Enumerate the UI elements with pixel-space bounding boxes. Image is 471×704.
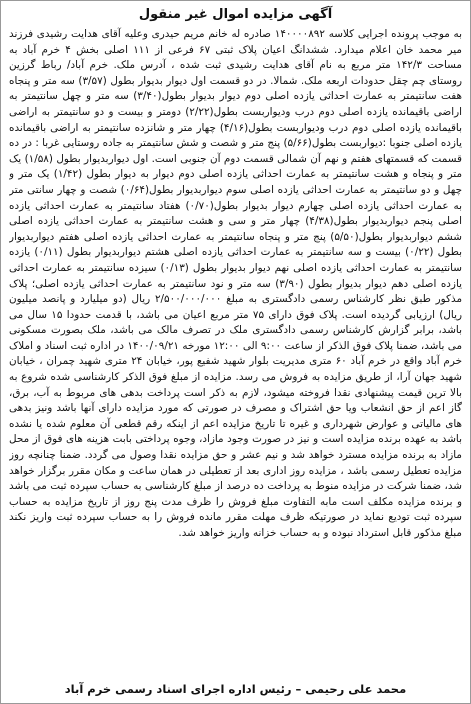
- notice-signature: محمد علی رحیمی – رئیس اداره اجرای اسناد رسمی خرم آباد: [64, 682, 407, 696]
- notice-body: به موجب پرونده اجرایی کلاسه ۱۴۰۰۰۰۸۹۲ صادره له خانم مریم حیدری وعلیه آقای هدایت رشیدی فرزند میر محمد خان اعلام میدارد. ششدانگ اعیان پلاک ثبتی ۶۷ فرعی از ۱۱۱ اصلی بخش ۴ خرم آباد به مساحت ۱۴۲/۳ متر مربع به نام آقای هدایت رشیدی ثبت شده ، آدرس ملک. خرم آباد/ رباط گرزین روستای چم چقل حدودات اربعه ملک. شمالا. در دو قسمت اول دیوار بدیوار بطول (۳/۵۷) سه متر و پنجاه هفت سانتیمتر به عمارت احداثی یازده اصلی دوم دیوار بدیوار بطول(۳/۴۰) سه متر و چهل سانتیمتر به اراضی باقیمانده یازده اصلی دوم درب ودیواربست بطول(۲/۲۲) دومتر و بیست و دو سانتیمتر به اراضی باقیمانده یازده اصلی دوم درب ودیواربست بطول(۴/۱۶) چهار متر و شانزده سانتیمتر به اراضی باقیمانده یازده اصلی جنوبا :دیواربست بطول(۵/۶۶) پنج متر و شصت و شش سانتیمتر به جاده روستایی غربا : در ده قسمت که قسمتهای هفتم و نهم آن شمالی قسمت دوم آن جنوبی است. اول دیواربدیوار بطول (۱/۵۸) یک متر و پنجاه و هشت سانتیمتر به عمارت احداثی یازده اصلی دوم دیوار به دیوار بطول (۱/۴۲) یک متر و چهل و دو سانتیمتر به عمارت احداثی یازده اصلی سوم دیواربدیوار بطول(۰/۶۴) شصت و چهار سانتی متر به عمارت احداثی یازده اصلی چهارم دیوار بدیوار بطول(۰/۷۰) هفتاد سانتیمتر به عمارت احداثی یازده اصلی پنجم دیواربدیوار بطول(۴/۳۸) چهار متر و سی و هشت سانتیمتر به عمارت احداثی یازده اصلی ششم دیواربدیوار بطول(۵/۵۰) پنج متر و پنجاه سانتیمتر به عمارت احداثی یازده اصلی هفتم دیواربدیوار بطول (۰/۲۲) بیست و سه سانتیمتر به عمارت احداثی یازده اصلی هشتم دیواربدیوار بطول (۰/۱۱) یازده سانتیمتر به عمارت احداثی یازده اصلی نهم دیوار بدیوار بطول (۰/۱۳) سیزده سانتیمتر به عمارت احداثی یازده اصلی دهم دیوار بدیوار بطول (۳/۹۰) سه متر و نود سانتیمتر به عمارت احداثی یازده اصلی؛ پلاک مذکور طبق نظر کارشناس رسمی دادگستری به مبلغ ۲/۵۰۰/۰۰۰/۰۰۰ ریال (دو میلیارد و پانصد میلیون ریال) ارزیابی گردیده است. پلاک فوق دارای ۷۵ متر مربع اعیان می باشد، با قدمت حدودا ۱۵ سال می باشد، برابر گزارش کارشناس رسمی دادگستری ملک در تصرف مالک می باشد، ملک بصورت مسکونی می باشد، ضمنا پلاک فوق الذکر از ساعت ۹:۰۰ الی ۱۲:۰۰ مورخه ۱۴۰۰/۰۹/۲۱ در اداره ثبت اسناد و املاک خرم آباد واقع در خرم آباد ۶۰ متری مدیریت بلوار شهید شفیع پور، خیابان ۲۴ متری شهید چمران ، خیابان شهید جهان آرا، از طریق مزایده به فروش می رسد. مزایده از مبلغ فوق الذکر کارشناسی شده شروع به بالا ترین قیمت پیشنهادی نقدا فروخته میشود، لازم به ذکر است پرداخت بدهی های مربوط به آب، برق، گاز اعم از حق انشعاب ویا حق اشتراک و مصرف در صورتی که مورد مزایده دارای آنها باشد ونیز بدهی های مالیاتی و عوارض شهرداری و غیره تا تاریخ مزایده اعم از اینکه رقم قطعی آن معلوم شده یا نشده باشد به عهده برنده مزایده است و نیز در صورت وجود مازاد، وجوه پرداختی بابت هزینه های فوق از محل مازاد به برنده مزایده مسترد خواهد شد و نیم عشر و حق مزایده نقدا وصول می گردد. ضمنا چنانچه روز مزایده تعطیل رسمی باشد ، مزایده روز اداری بعد از تعطیلی در همان ساعت و مکان مقرر برگزار خواهد شد، ضمنا شرکت در مزایده منوط به پرداخت ده درصد از مبلغ کارشناسی به حساب سپرده ثبت می باشد و برنده مزایده مکلف است مابه التفاوت مبلغ فروش را ظرف مدت پنج روز از تاریخ مزایده به حساب سپرده ثبت تودیع نماید در صورتیکه ظرف مهلت مقرر مانده فروش را به حساب سپرده ثبت واریز نکند مبلغ مذکور قابل استرداد نبوده و به حساب خزانه واریز خواهد شد.: [9, 28, 462, 539]
- notice-title: آگهی مزایده اموال غیر منقول: [138, 7, 333, 22]
